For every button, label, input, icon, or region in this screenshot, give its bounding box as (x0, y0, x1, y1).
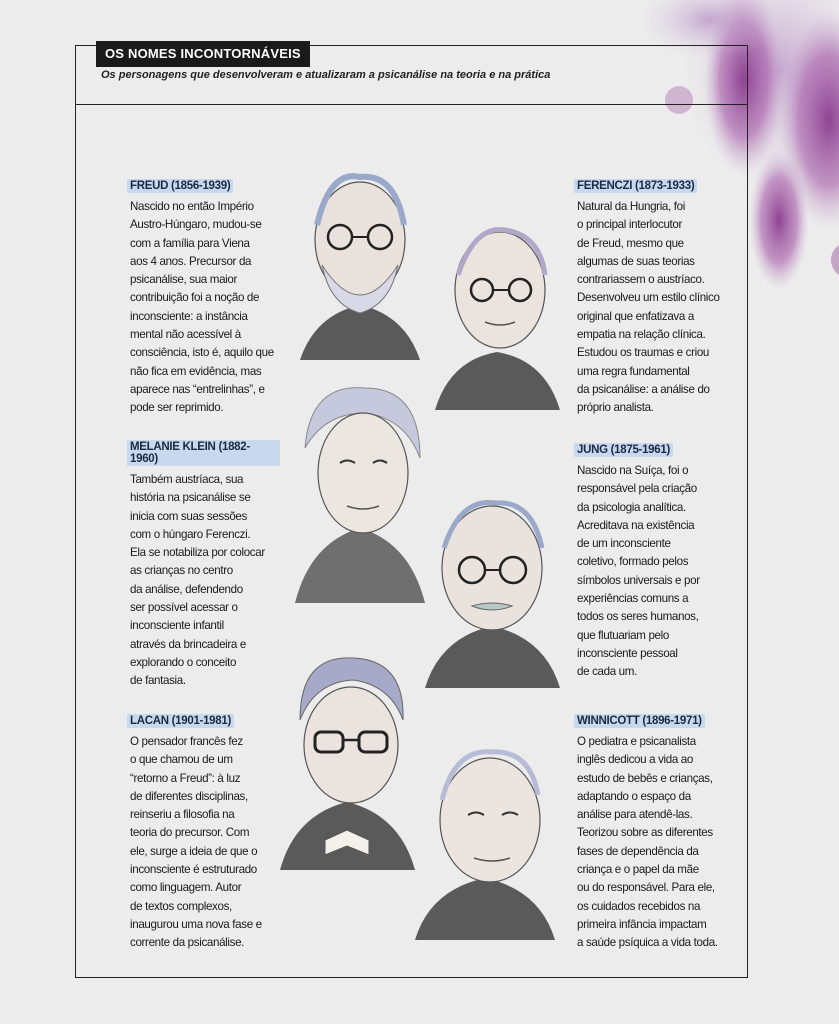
entry-text-line: não fica em evidência, mas (130, 364, 262, 378)
entry-text-line: adaptando o espaço da (577, 789, 691, 803)
entry-text-line: consciência, isto é, aquilo que (130, 346, 274, 360)
ferenczi-portrait (430, 220, 565, 410)
entry-text-line: responsável pela criação (577, 482, 697, 496)
entry-text-line: aparece nas “entrelinhas”, e (130, 382, 265, 396)
entry-text-line: teoria do precursor. Com (130, 826, 250, 840)
entry-text-line: inglês dedicou a vida ao (577, 753, 694, 767)
entry-text-line: O pediatra e psicanalista (577, 735, 696, 748)
entry-ferenczi (577, 176, 727, 418)
section-subtitle: Os personagens que desenvolveram e atualizaram a psicanálise na teoria e na prática (101, 69, 551, 81)
entry-text (577, 462, 727, 682)
entry-text-line: através da brincadeira e (130, 637, 246, 651)
entry-text-line: os cuidados recebidos na (577, 899, 701, 913)
entry-text-line: Austro-Húngaro, mudou-se (130, 218, 262, 232)
entry-text-line: de diferentes disciplinas, (130, 789, 248, 803)
entry-text-line: uma regra fundamental (577, 364, 690, 378)
entry-text-line: o principal interlocutor (577, 218, 683, 232)
entry-text-line: com o húngaro Ferenczi. (130, 527, 251, 541)
entry-text-line: a saúde psíquica a vida toda. (577, 936, 718, 950)
entry-name: MELANIE KLEIN (1882-1960) (127, 440, 280, 466)
entry-text-line: mental não acessível à (130, 328, 241, 342)
entry-text-line: Ela se notabiliza por colocar (130, 546, 265, 560)
entry-text-line: contribuição foi a noção de (130, 291, 260, 305)
entry-text-line: Natural da Hungria, foi (577, 200, 685, 213)
entry-text-line: inconsciente infantil (130, 619, 224, 633)
entry-text-line: de um inconsciente (577, 537, 671, 551)
entry-text-line: de Freud, mesmo que (577, 236, 684, 250)
entry-text-line: inicia com suas sessões (130, 509, 247, 523)
entry-text-line: Desenvolveu um estilo clínico (577, 291, 720, 305)
entry-text (130, 471, 280, 691)
entry-text-line: da psicanálise: a análise do (577, 382, 710, 396)
melanie-klein-portrait (285, 378, 435, 603)
entry-text (130, 733, 280, 953)
entry-text-line: análise para atendê-las. (577, 808, 693, 822)
entry-text-line: Nascido na Suíça, foi o (577, 464, 689, 477)
entry-text-line: psicanálise, sua maior (130, 273, 238, 287)
entry-text-line: reinseriu a filosofia na (130, 808, 235, 822)
entry-text-line: corrente da psicanálise. (130, 936, 245, 950)
entry-text-line: as crianças no centro (130, 564, 233, 578)
entry-text-line: estudo de bebês e crianças, (577, 771, 713, 785)
entry-name: LACAN (1901-1981) (127, 714, 234, 728)
entry-name: FERENCZI (1873-1933) (574, 179, 697, 193)
entry-text-line: empatia na relação clínica. (577, 328, 706, 342)
entry-text-line: próprio analista. (577, 401, 654, 415)
entry-text-line: Teorizou sobre as diferentes (577, 826, 713, 840)
entry-text-line: experiências comuns a (577, 592, 689, 606)
entry-text-line: da análise, defendendo (130, 582, 243, 596)
winnicott-portrait (410, 740, 560, 940)
entry-text-line: contrariassem o austríaco. (577, 273, 705, 287)
entry-text-line: de cada um. (577, 665, 637, 679)
freud-portrait (290, 165, 430, 360)
entry-name: JUNG (1875-1961) (574, 443, 673, 457)
entry-text-line: “retorno a Freud”: à luz (130, 771, 241, 785)
entry-text-line: de textos complexos, (130, 899, 232, 913)
entry-text-line: primeira infância impactam (577, 917, 707, 931)
entry-text-line: original que enfatizava a (577, 309, 694, 323)
section-tag: OS NOMES INCONTORNÁVEIS (96, 41, 310, 67)
lacan-portrait (275, 650, 420, 870)
entry-text-line: Estudou os traumas e criou (577, 346, 710, 360)
entry-text-line: coletivo, formado pelos (577, 555, 689, 569)
entry-winnicott (577, 711, 727, 953)
entry-text-line: com a família para Viena (130, 236, 250, 250)
entry-text-line: explorando o conceito (130, 655, 237, 669)
entry-text-line: o que chamou de um (130, 753, 233, 767)
entry-text-line: como linguagem. Autor (130, 881, 242, 895)
entry-lacan (130, 711, 280, 953)
entry-text-line: pode ser reprimido. (130, 401, 224, 415)
entry-text-line: símbolos universais e por (577, 573, 700, 587)
entry-text-line: Nascido no então Império (130, 200, 254, 213)
entry-melanie-klein (130, 440, 280, 691)
entry-text-line: aos 4 anos. Precursor da (130, 254, 252, 268)
entry-text-line: ele, surge a ideia de que o (130, 844, 258, 858)
jung-portrait (420, 488, 565, 688)
entry-text-line: inconsciente é estruturado (130, 863, 257, 877)
entry-freud (130, 176, 280, 418)
entry-name: WINNICOTT (1896-1971) (574, 714, 705, 728)
entry-text (577, 733, 727, 953)
entry-text-line: que flutuariam pelo (577, 628, 669, 642)
entry-name: FREUD (1856-1939) (127, 179, 233, 193)
entry-text-line: Também austríaca, sua (130, 473, 244, 486)
entry-text-line: inaugurou uma nova fase e (130, 917, 262, 931)
entry-text-line: inconsciente pessoal (577, 646, 678, 660)
entry-text-line: criança e o papel da mãe (577, 863, 699, 877)
entry-text-line: da psicologia analítica. (577, 500, 686, 514)
entry-text-line: história na psicanálise se (130, 491, 251, 505)
entry-text-line: fases de dependência da (577, 844, 699, 858)
entry-text-line: Acreditava na existência (577, 518, 695, 532)
entry-text-line: O pensador francês fez (130, 735, 243, 748)
entry-text-line: ou do responsável. Para ele, (577, 881, 715, 895)
entry-text-line: de fantasia. (130, 674, 186, 688)
entry-text-line: inconsciente: a instância (130, 309, 248, 323)
entry-text (577, 198, 727, 418)
entry-text-line: ser possível acessar o (130, 601, 238, 615)
entry-text-line: todos os seres humanos, (577, 610, 699, 624)
entry-text (130, 198, 280, 418)
entry-jung (577, 440, 727, 682)
entry-text-line: algumas de suas teorias (577, 254, 695, 268)
